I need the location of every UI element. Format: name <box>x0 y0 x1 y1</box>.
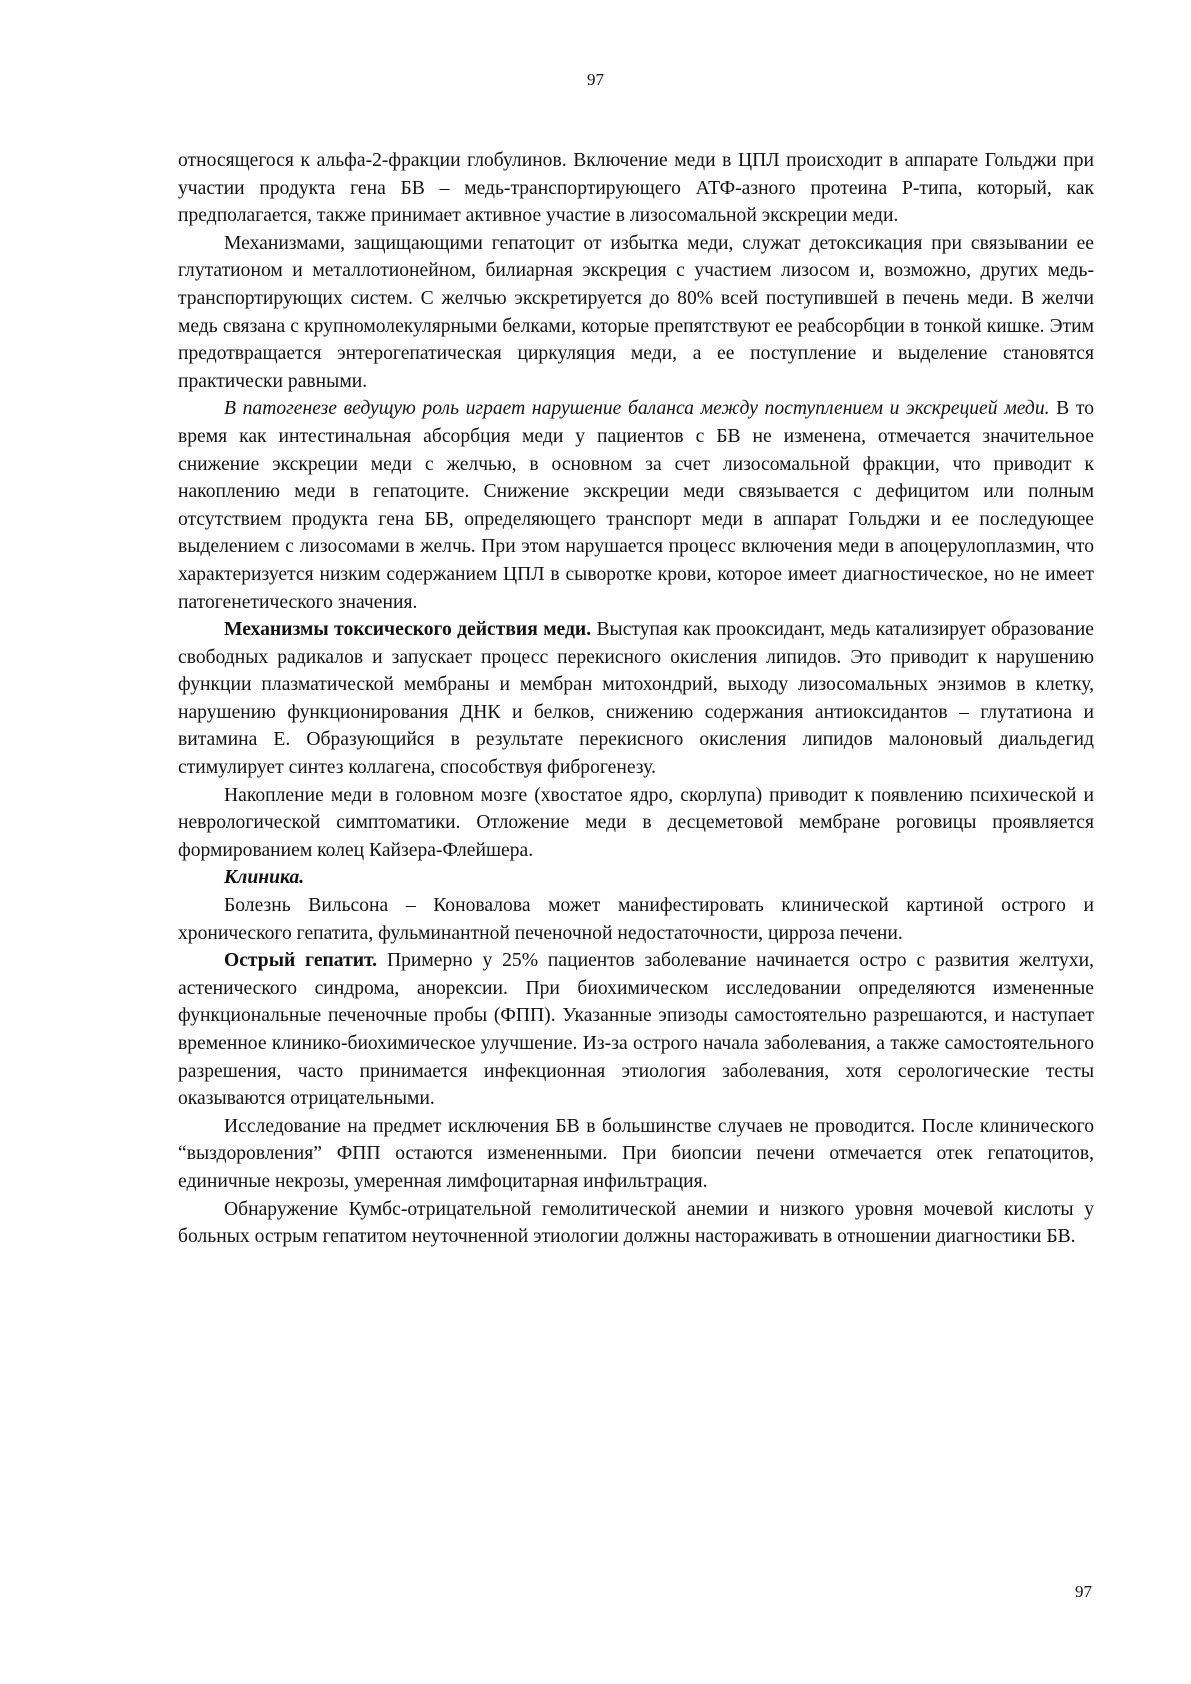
paragraph-investigation <box>178 1113 1094 1196</box>
paragraph-text: В то время как интестинальная абсорбция меди у пациентов с БВ не изменена, отмечается значительное снижение экскреции меди с желчью, в основном за счет лизосомальной фракции, что приводит к накоплению меди в гепатоците. Снижение экскреции меди связывается с дефицитом или полным отсутствием продукта гена БВ, определяющего транспорт меди в аппарат Гольджи и ее последующее выделением с лизосомами в желчь. При этом нарушается процесс включения меди в апоцерулоплазмин, что характеризуется низким содержанием ЦПЛ в сыворотке крови, которое имеет диагностическое, но не имеет патогенетического значения. <box>178 398 1095 613</box>
inline-heading: Острый гепатит. <box>224 950 378 972</box>
paragraph-text: Выступая как прооксидант, медь катализирует образование свободных радикалов и запускает процесс перекисного окисления липидов. Это приводит к нарушению функции плазматической мембраны и мембран митохондрий, выходу лизосомальных энзимов в клетку, нарушению функционирования ДНК и белков, снижению содержания антиоксидантов – глутатиона и витамина Е. Образующийся в результате перекисного окисления липидов малоновый диальдегид стимулирует синтез коллагена, способствуя фиброгенезу. <box>178 619 1094 779</box>
paragraph-coombs <box>178 1196 1094 1251</box>
paragraph-clinic-intro <box>178 892 1094 947</box>
paragraph-acute-hepatitis <box>178 947 1094 1113</box>
paragraph-text: Обнаружение Кумбс-отрицательной гемолитической анемии и низкого уровня мочевой кислоты у больных острым гепатитом неуточненной этиологии должны настораживать в отношении диагностики БВ. <box>178 1198 1094 1248</box>
paragraph-text: Исследование на предмет исключения БВ в большинстве случаев не проводится. После клинического “выздоровления” ФПП остаются измененными. При биопсии печени отмечается отек гепатоцитов, единичные некрозы, умеренная лимфоцитарная инфильтрация. <box>178 1115 1094 1192</box>
paragraph-text: относящегося к альфа-2-фракции глобулинов. Включение меди в ЦПЛ происходит в аппарате Гольджи при участии продукта гена БВ – медь-транспортирующего АТФ-азного протеина Р-типа, который, как предполагается, также принимает активное участие в лизосомальной экскреции меди. <box>178 150 1094 227</box>
page-number-top: 97 <box>587 70 604 89</box>
section-heading-clinic <box>178 864 1094 892</box>
inline-heading: Механизмы токсического действия меди. <box>224 619 592 641</box>
paragraph-text: Накопление меди в головном мозге (хвостатое ядро, скорлупа) приводит к появлению психической и неврологической симптоматики. Отложение меди в десцеметовой мембране роговицы проявляется формированием колец Кайзера-Флейшера. <box>178 784 1094 861</box>
document-body <box>178 147 1094 1251</box>
italic-lead: В патогенезе ведущую роль играет нарушение баланса между поступлением и экскрецией меди. <box>224 398 1050 420</box>
paragraph-text: Механизмами, защищающими гепатоцит от избытка меди, служат детоксикация при связывании ее глутатионом и металлотионейном, билиарная экскреция с участием лизосом и, возможно, других медь-транспортирующих систем. С желчью экскретируется до 80% всей поступившей в печень меди. В желчи медь связана с крупномолекулярными белками, которые препятствуют ее реабсорбции в тонкой кишке. Этим предотвращается энтерогепатическая циркуляция меди, а ее поступление и выделение становятся практически равными. <box>178 232 1094 392</box>
paragraph-text: Примерно у 25% пациентов заболевание начинается остро с развития желтухи, астенического синдрома, анорексии. При биохимическом исследовании определяются измененные функциональные печеночные пробы (ФПП). Указанные эпизоды самостоятельно разрешаются, и наступает временное клинико-биохимическое улучшение. Из-за острого начала заболевания, а также самостоятельного разрешения, часто принимается инфекционная этиология заболевания, хотя серологические тесты оказываются отрицательными. <box>178 950 1095 1110</box>
paragraph-copper-protection <box>178 230 1094 396</box>
section-heading: Клиника. <box>224 867 305 889</box>
paragraph-text: Болезнь Вильсона – Коновалова может манифестировать клинической картиной острого и хронического гепатита, фульминантной печеночной недостаточности, цирроза печени. <box>178 895 1094 944</box>
paragraph-continuation <box>178 147 1094 230</box>
paragraph-toxic-mechanisms <box>178 616 1094 782</box>
paragraph-brain-accumulation <box>178 782 1094 865</box>
paragraph-pathogenesis <box>178 395 1094 616</box>
page-number-bottom: 97 <box>1075 1582 1092 1601</box>
